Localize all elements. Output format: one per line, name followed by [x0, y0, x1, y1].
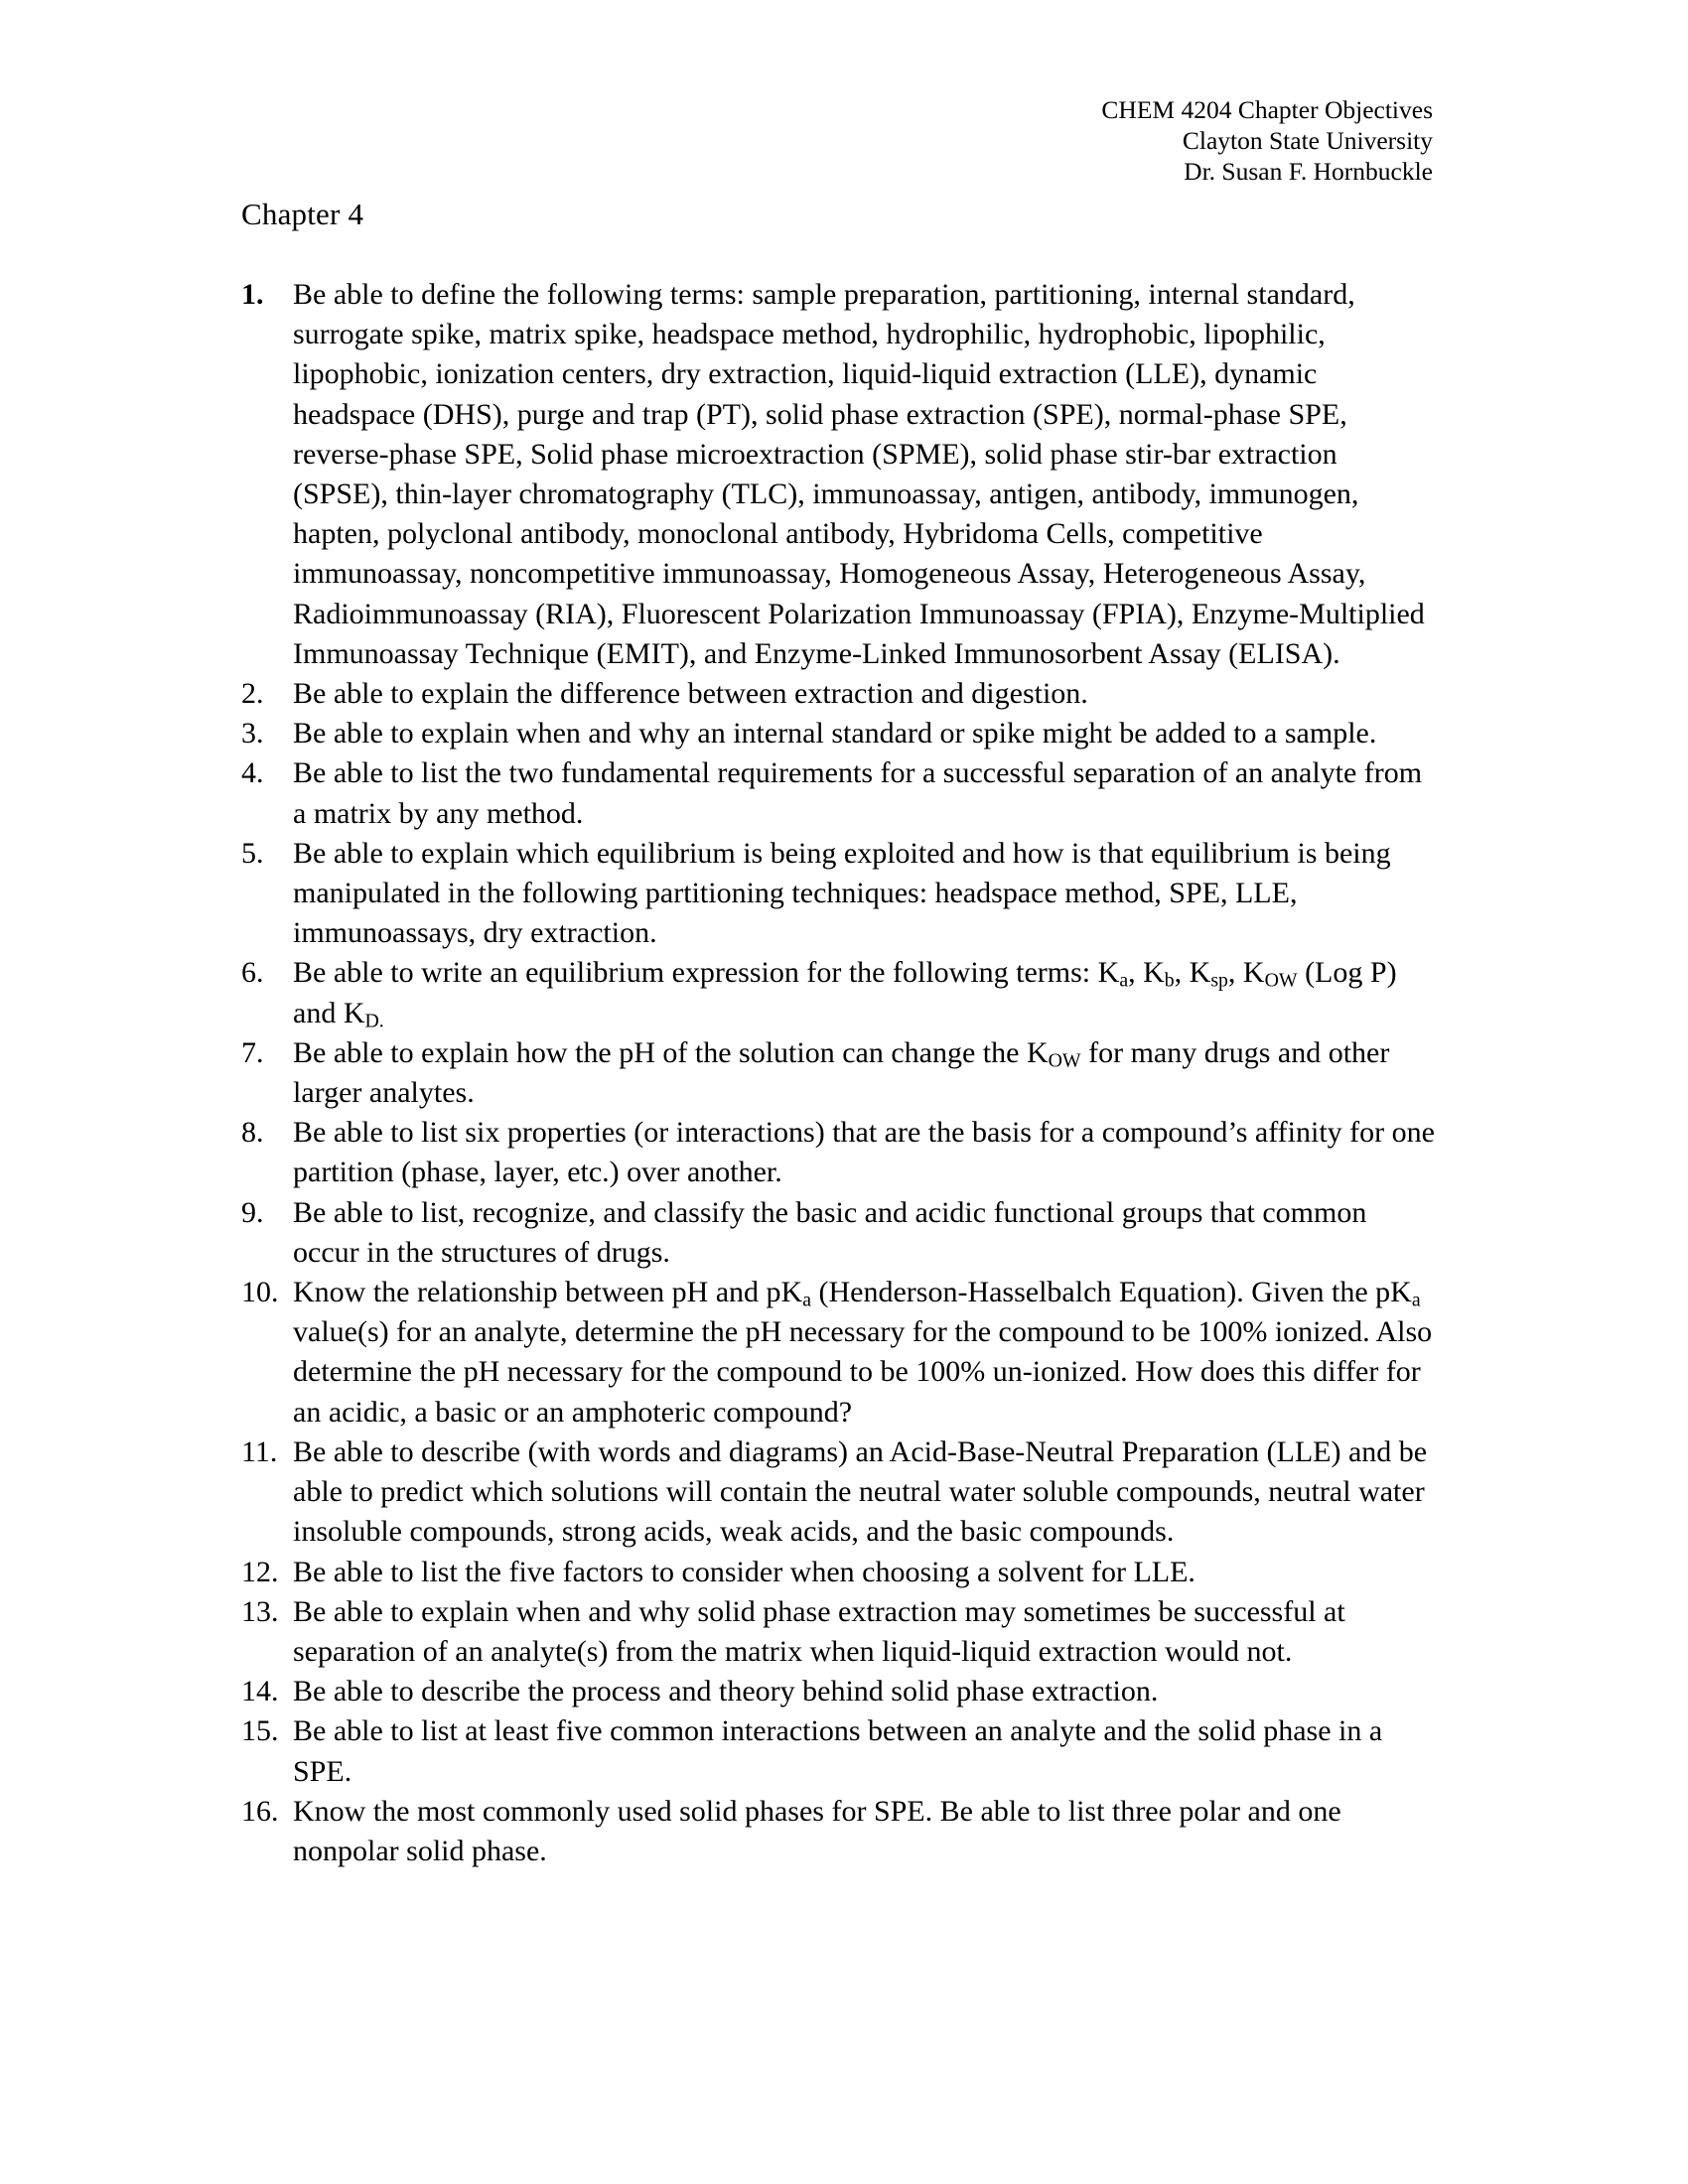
objectives-list — [241, 275, 1438, 1871]
objective-number: 16. — [241, 1794, 279, 1828]
page-title: Chapter 4 — [241, 197, 364, 231]
objective-text: Know the relationship between pH and $pK_a$ (Henderson-Hasselbalch Equation). Given the $pK_a$ value(s) for an analyte, determine the pH necessary for the compound to be 100% ionized. Also determine the pH necessary for the compound to be 100% un-ionized. How does this differ for an acidic, a basic or an amphoteric compound? — [293, 1276, 1433, 1429]
objective-item — [241, 953, 1438, 1032]
objective-text: Be able to explain the difference between extraction and digestion. — [293, 677, 1088, 711]
objective-number: 8. — [241, 1116, 264, 1150]
objective-text: Be able to define the following terms: sample preparation, partitioning, internal standard, surrogate spike, matrix spike, headspace method, hydrophilic, hydrophobic, lipophilic, lipophobic, ionization centers, dry extraction, liquid-liquid extraction (LLE), dynamic headspace (DHS), purge and trap (PT), solid phase extraction (SPE), normal-phase SPE, reverse-phase SPE, Solid phase microextraction (SPME), solid phase stir-bar extraction (SPSE), thin-layer chromatography (TLC), immunoassay, antigen, antibody, immunogen, hapten, polyclonal antibody, monoclonal antibody, Hybridoma Cells, competitive immunoassay, noncompetitive immunoassay, Homogeneous Assay, Heterogeneous Assay, Radioimmunoassay (RIA), Fluorescent Polarization Immunoassay (FPIA), Enzyme-Multiplied Immunoassay Technique (EMIT), and Enzyme-Linked Immunosorbent Assay (ELISA). — [293, 278, 1425, 670]
objective-item — [241, 1592, 1438, 1672]
document-header — [0, 94, 1433, 187]
objective-item — [241, 714, 1438, 753]
objective-text: Be able to list six properties (or interactions) that are the basis for a compound’s affinity for one partition (phase, layer, etc.) over another. — [293, 1116, 1435, 1189]
objective-number: 1. — [241, 278, 264, 311]
objective-text: Be able to describe the process and theory behind solid phase extraction. — [293, 1675, 1159, 1708]
header-line-instructor: Dr. Susan F. Hornbuckle — [1184, 157, 1433, 186]
objective-item — [241, 1711, 1438, 1791]
objective-number: 6. — [241, 956, 264, 990]
objective-number: 7. — [241, 1035, 264, 1069]
objective-number: 10. — [241, 1276, 279, 1309]
objective-item — [241, 275, 1438, 674]
objective-text: Know the most commonly used solid phases for SPE. Be able to list three polar and one nonpolar solid phase. — [293, 1794, 1341, 1867]
objective-text: Be able to list, recognize, and classify the basic and acidic functional groups that common occur in the structures of drugs. — [293, 1195, 1367, 1269]
objective-number: 3. — [241, 717, 264, 751]
objective-number: 9. — [241, 1195, 264, 1229]
objective-number: 15. — [241, 1714, 279, 1748]
objective-item — [241, 1672, 1438, 1711]
objective-number: 13. — [241, 1594, 279, 1628]
objective-item — [241, 834, 1438, 954]
objective-text: Be able to explain when and why solid phase extraction may sometimes be successful at separation of an analyte(s) from the matrix when liquid-liquid extraction would not. — [293, 1594, 1345, 1668]
objective-item — [241, 674, 1438, 714]
objective-text: Be able to describe (with words and diagrams) an Acid-Base-Neutral Preparation (LLE) and be able to predict which solutions will contain the neutral water soluble compounds, neutral water insoluble compounds, strong acids, weak acids, and the basic compounds. — [293, 1434, 1428, 1549]
objective-text: Be able to write an equilibrium expression for the following terms: $K_a$, $K_b$, $K_{sp}$, $K_{OW}$ (Log P) and $K_{D.}$ — [293, 956, 1397, 1031]
objective-item — [241, 1273, 1438, 1433]
objective-text: Be able to list at least five common interactions between an analyte and the solid phase in a SPE. — [293, 1714, 1383, 1788]
header-line-course: CHEM 4204 Chapter Objectives — [1101, 95, 1433, 124]
objective-item — [241, 1193, 1438, 1273]
objective-item — [241, 1433, 1438, 1553]
objective-text: Be able to list the two fundamental requirements for a successful separation of an analyte from a matrix by any method. — [293, 756, 1423, 830]
objective-number: 14. — [241, 1675, 279, 1708]
objective-text: Be able to explain when and why an internal standard or spike might be added to a sample. — [293, 717, 1377, 751]
objective-item — [241, 1033, 1438, 1113]
objective-item — [241, 1792, 1438, 1871]
objective-text: Be able to list the five factors to consider when choosing a solvent for LLE. — [293, 1555, 1196, 1588]
objective-item — [241, 1113, 1438, 1192]
objective-item — [241, 753, 1438, 833]
objective-number: 12. — [241, 1555, 279, 1588]
header-line-university: Clayton State University — [1182, 126, 1433, 155]
objective-number: 4. — [241, 756, 264, 790]
objective-item — [241, 1553, 1438, 1592]
objective-number: 2. — [241, 677, 264, 711]
objective-number: 5. — [241, 836, 264, 870]
objective-text: Be able to explain which equilibrium is being exploited and how is that equilibrium is being manipulated in the following partitioning techniques: headspace method, SPE, LLE, immunoassays, dry extraction. — [293, 836, 1391, 950]
objective-number: 11. — [241, 1434, 278, 1468]
objective-text: Be able to explain how the pH of the solution can change the $K_{OW}$ for many drugs and other larger analytes. — [293, 1035, 1390, 1110]
